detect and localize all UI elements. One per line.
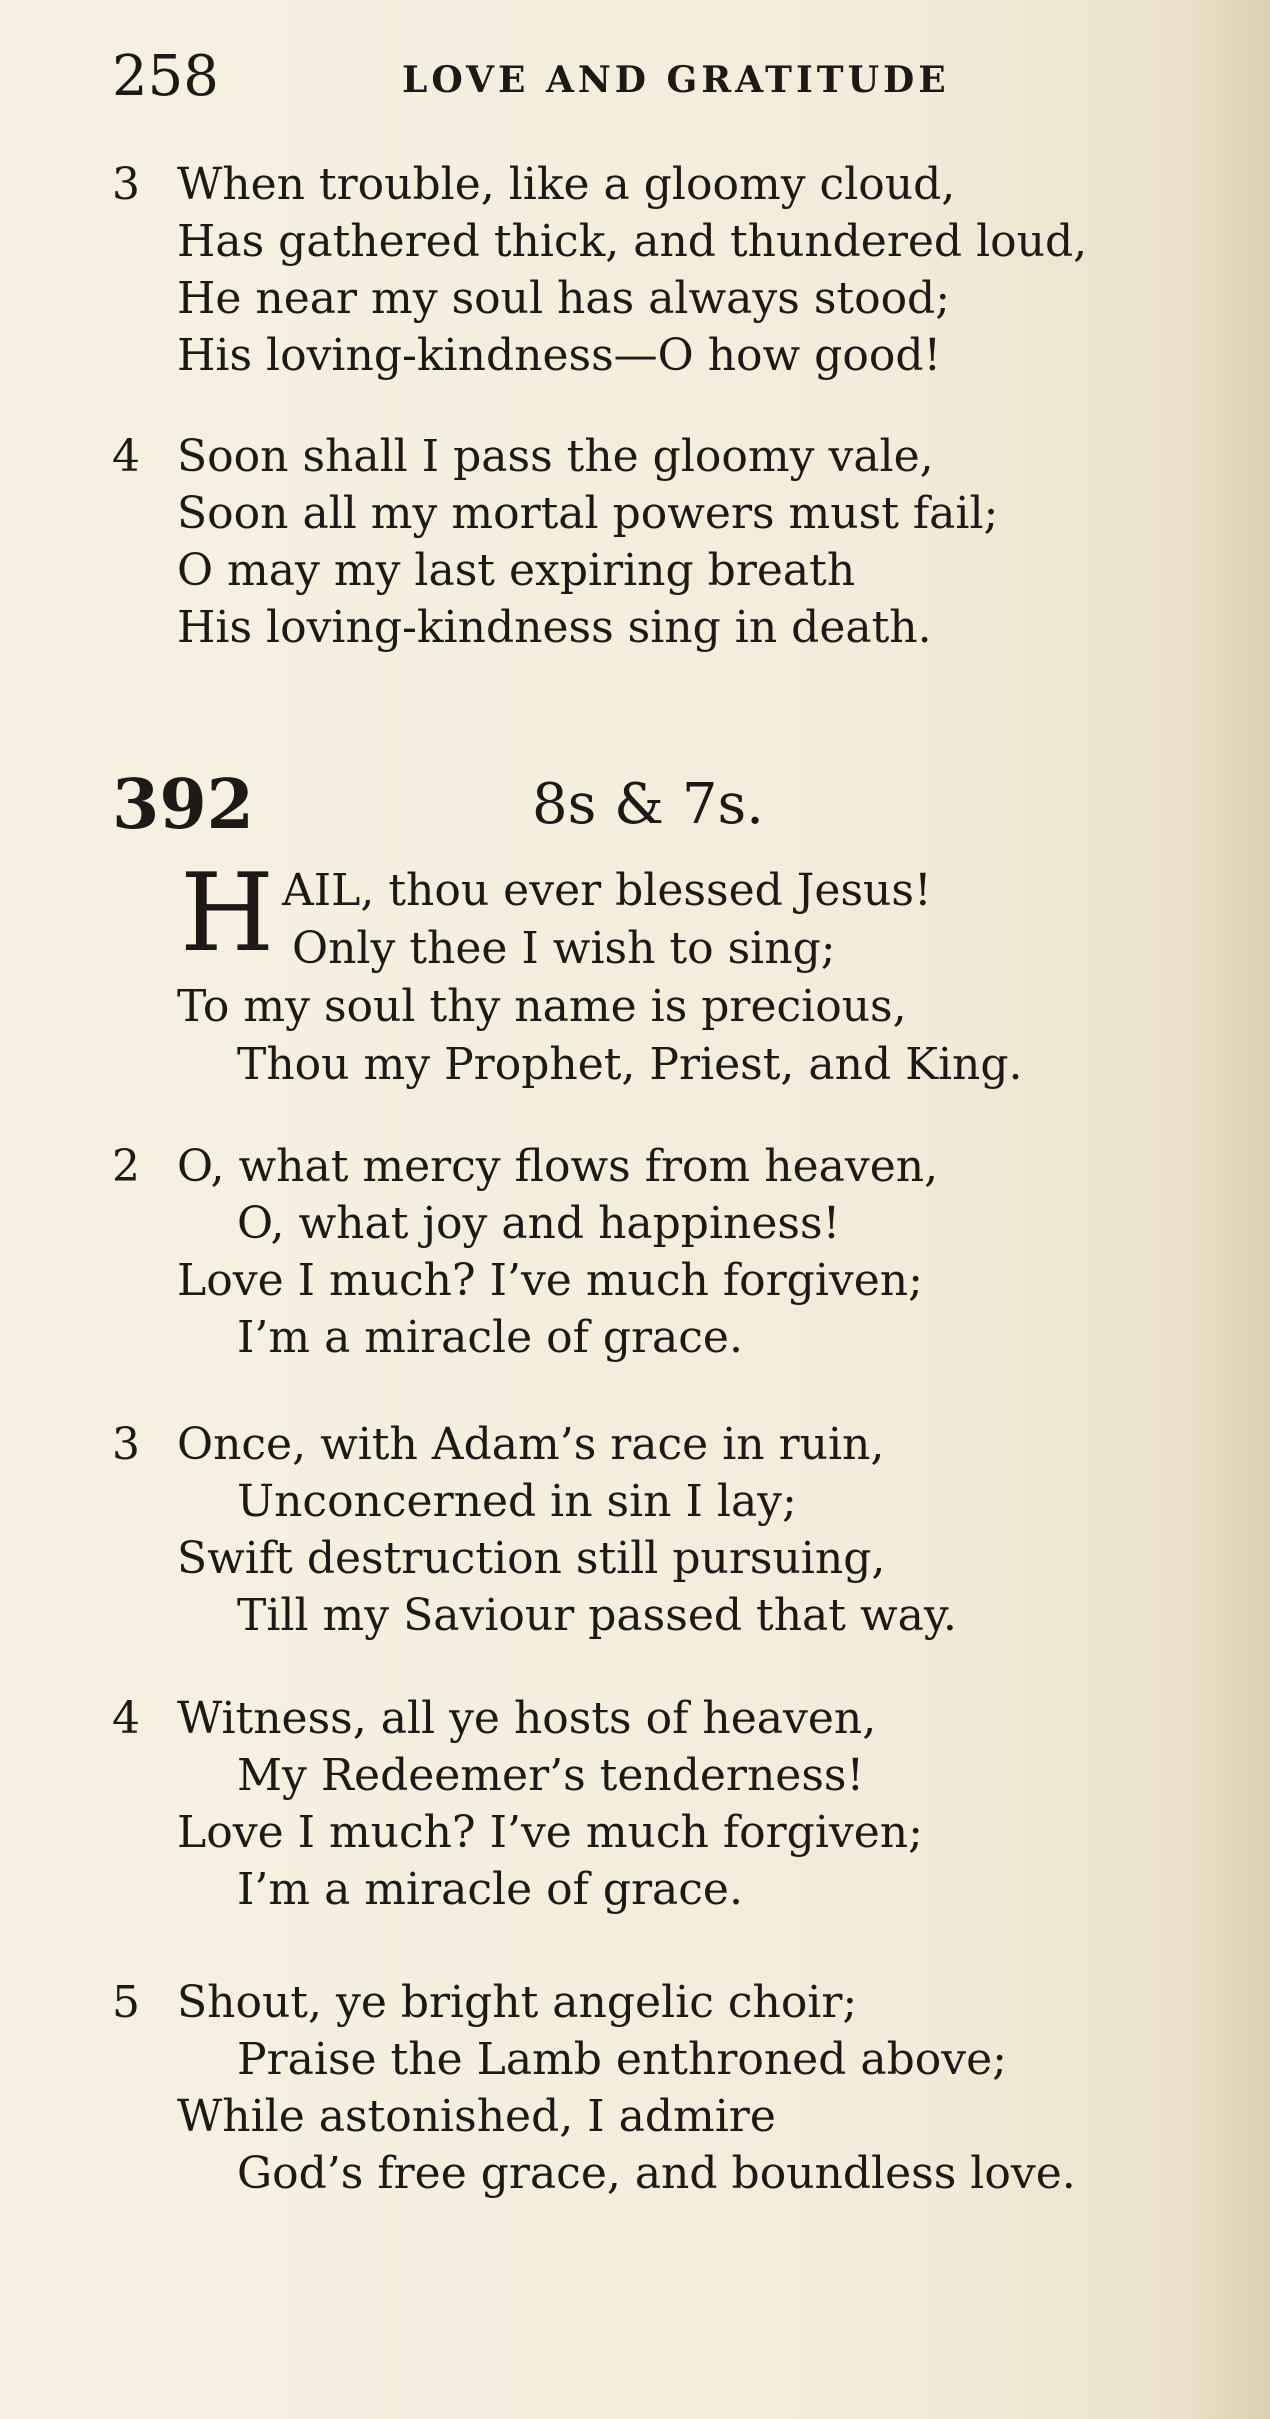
verse-text: I’m a miracle of grace. — [237, 1312, 743, 1363]
drop-cap: H — [180, 851, 275, 976]
verse-line — [112, 1416, 1232, 1473]
verse-line — [112, 428, 1232, 485]
verse-text: Unconcerned in sin I lay; — [237, 1476, 797, 1527]
hymn-meter: 8s & 7s. — [532, 772, 764, 837]
hymn-stanza-5 — [112, 1974, 1232, 2202]
verse-text: Has gathered thick, and thundered loud, — [177, 216, 1088, 267]
hymn-stanza-1 — [112, 851, 1232, 1094]
verse-line — [112, 1974, 1232, 2031]
verse-text: Till my Saviour passed that way. — [237, 1590, 957, 1641]
verse-line — [112, 978, 1232, 1036]
previous-hymn-stanza-4 — [112, 428, 1232, 656]
verse-line — [112, 485, 1232, 542]
page-number: 258 — [112, 44, 219, 109]
verse-line — [112, 1747, 1232, 1804]
stanza-number: 2 — [112, 1141, 140, 1192]
previous-hymn-stanza-3 — [112, 156, 1232, 384]
verse-text: Praise the Lamb enthroned above; — [237, 2034, 1007, 2085]
verse-text: Once, with Adam’s race in ruin, — [177, 1419, 885, 1470]
verse-line — [112, 213, 1232, 270]
verse-line — [112, 1690, 1232, 1747]
verse-line — [112, 2031, 1232, 2088]
verse-text: O, what joy and happiness! — [237, 1198, 841, 1249]
verse-text: Only thee I wish to sing; — [292, 923, 836, 974]
verse-line — [112, 862, 1232, 920]
verse-line — [112, 599, 1232, 656]
verse-line — [112, 1804, 1232, 1861]
verse-text: AIL, thou ever blessed Jesus! — [282, 865, 932, 916]
stanza-number: 4 — [112, 431, 140, 482]
page-header — [112, 42, 1112, 112]
verse-line — [112, 2145, 1232, 2202]
verse-text: I’m a miracle of grace. — [237, 1864, 743, 1915]
verse-line — [112, 1036, 1232, 1094]
verse-line — [112, 1138, 1232, 1195]
hymn-number: 392 — [112, 765, 254, 845]
verse-text: Soon shall I pass the gloomy vale, — [177, 431, 934, 482]
hymn-stanza-3 — [112, 1416, 1232, 1644]
verse-text: My Redeemer’s tenderness! — [237, 1750, 865, 1801]
running-head: LOVE AND GRATITUDE — [402, 59, 950, 101]
hymn-heading — [112, 760, 1112, 850]
verse-line — [112, 270, 1232, 327]
verse-text: Love I much? I’ve much forgiven; — [177, 1255, 923, 1306]
verse-line — [112, 1473, 1232, 1530]
stanza-number: 3 — [112, 159, 140, 210]
verse-text: To my soul thy name is precious, — [177, 981, 907, 1032]
stanza-number: 3 — [112, 1419, 140, 1470]
verse-text: Witness, all ye hosts of heaven, — [177, 1693, 877, 1744]
verse-text: His loving-kindness—O how good! — [177, 330, 942, 381]
verse-line — [112, 920, 1232, 978]
verse-text: God’s free grace, and boundless love. — [237, 2148, 1076, 2199]
verse-text: When trouble, like a gloomy cloud, — [177, 159, 956, 210]
verse-text: Love I much? I’ve much forgiven; — [177, 1807, 923, 1858]
verse-text: He near my soul has always stood; — [177, 273, 951, 324]
verse-text: O may my last expiring breath — [177, 545, 856, 596]
verse-line — [112, 1309, 1232, 1366]
verse-line — [112, 156, 1232, 213]
verse-text: His loving-kindness sing in death. — [177, 602, 932, 653]
verse-line — [112, 2088, 1232, 2145]
hymn-stanza-4 — [112, 1690, 1232, 1918]
verse-line — [112, 1587, 1232, 1644]
verse-text: While astonished, I admire — [177, 2091, 776, 2142]
verse-line — [112, 1195, 1232, 1252]
verse-line — [112, 1861, 1232, 1918]
verse-text: Thou my Prophet, Priest, and King. — [237, 1039, 1023, 1090]
verse-text: Swift destruction still pursuing, — [177, 1533, 886, 1584]
verse-text: Soon all my mortal powers must fail; — [177, 488, 999, 539]
verse-line — [112, 542, 1232, 599]
verse-line — [112, 327, 1232, 384]
verse-text: Shout, ye bright angelic choir; — [177, 1977, 858, 2028]
stanza-number: 4 — [112, 1693, 140, 1744]
verse-text: O, what mercy flows from heaven, — [177, 1141, 939, 1192]
stanza-number: 5 — [112, 1977, 140, 2028]
hymn-stanza-2 — [112, 1138, 1232, 1366]
verse-line — [112, 1530, 1232, 1587]
verse-line — [112, 1252, 1232, 1309]
